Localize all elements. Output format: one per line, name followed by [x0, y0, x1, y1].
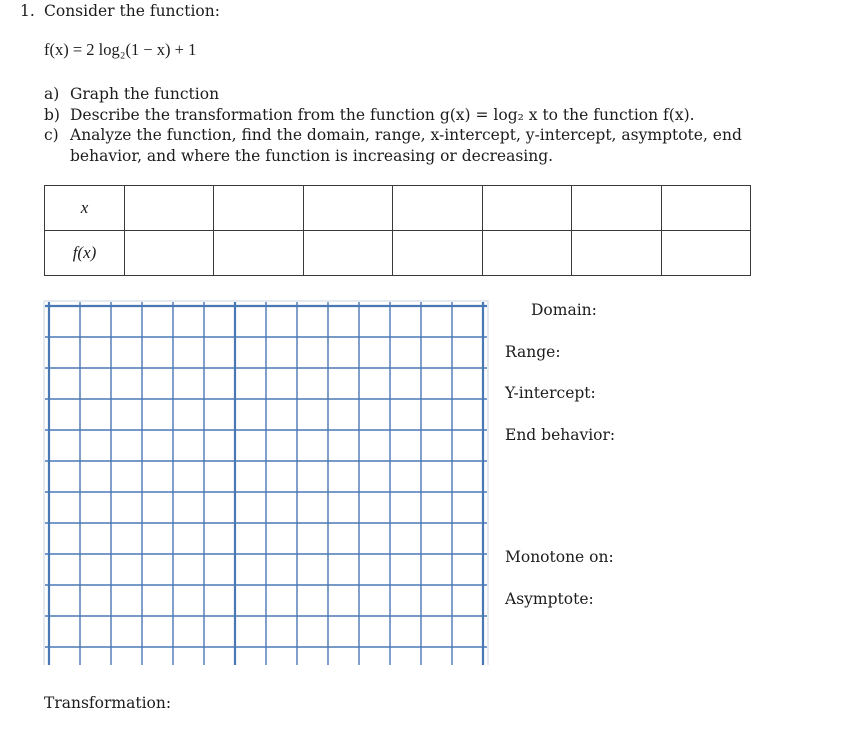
part-b: [44, 105, 695, 125]
table-cell[interactable]: [572, 186, 661, 231]
row-label-x: x: [45, 186, 125, 231]
part-c-letter: c): [44, 126, 59, 144]
row-label-fx: f(x): [45, 231, 125, 276]
table-cell[interactable]: [303, 231, 392, 276]
part-a-text: Graph the function: [70, 85, 220, 103]
part-a-letter: a): [44, 85, 60, 103]
part-c-continuation: behavior, and where the function is increasing or decreasing.: [70, 147, 554, 165]
end-behavior-label: End behavior:: [505, 426, 616, 444]
table-cell[interactable]: [303, 186, 392, 231]
part-c: [44, 125, 742, 145]
table-row-x: [45, 186, 751, 231]
graph-grid[interactable]: [43, 300, 493, 665]
part-c-text: Analyze the function, find the domain, range, x-intercept, y-intercept, asymptote, end: [70, 126, 742, 144]
table-cell[interactable]: [661, 186, 750, 231]
part-b-text: Describe the transformation from the function g(x) = log₂ x to the function f(x).: [70, 106, 695, 124]
domain-label: Domain:: [531, 301, 597, 319]
table-cell[interactable]: [125, 186, 214, 231]
problem-number: 1.: [20, 2, 35, 20]
problem-prompt: Consider the function:: [44, 2, 220, 20]
table-cell[interactable]: [125, 231, 214, 276]
transformation-label: Transformation:: [44, 694, 172, 712]
table-cell[interactable]: [661, 231, 750, 276]
table-cell[interactable]: [214, 231, 303, 276]
table-cell[interactable]: [482, 231, 571, 276]
table-cell[interactable]: [393, 231, 482, 276]
table-cell[interactable]: [572, 231, 661, 276]
part-b-letter: b): [44, 106, 60, 124]
table-cell[interactable]: [214, 186, 303, 231]
table-row-fx: [45, 231, 751, 276]
y-intercept-label: Y-intercept:: [505, 384, 596, 402]
function-expression: f(x) = 2 log₂(1 − x) + 1: [44, 40, 197, 59]
part-a: [44, 84, 219, 104]
table-cell[interactable]: [393, 186, 482, 231]
asymptote-label: Asymptote:: [505, 590, 594, 608]
value-table: [44, 185, 751, 276]
range-label: Range:: [505, 343, 561, 361]
monotone-label: Monotone on:: [505, 548, 614, 566]
table-cell[interactable]: [482, 186, 571, 231]
